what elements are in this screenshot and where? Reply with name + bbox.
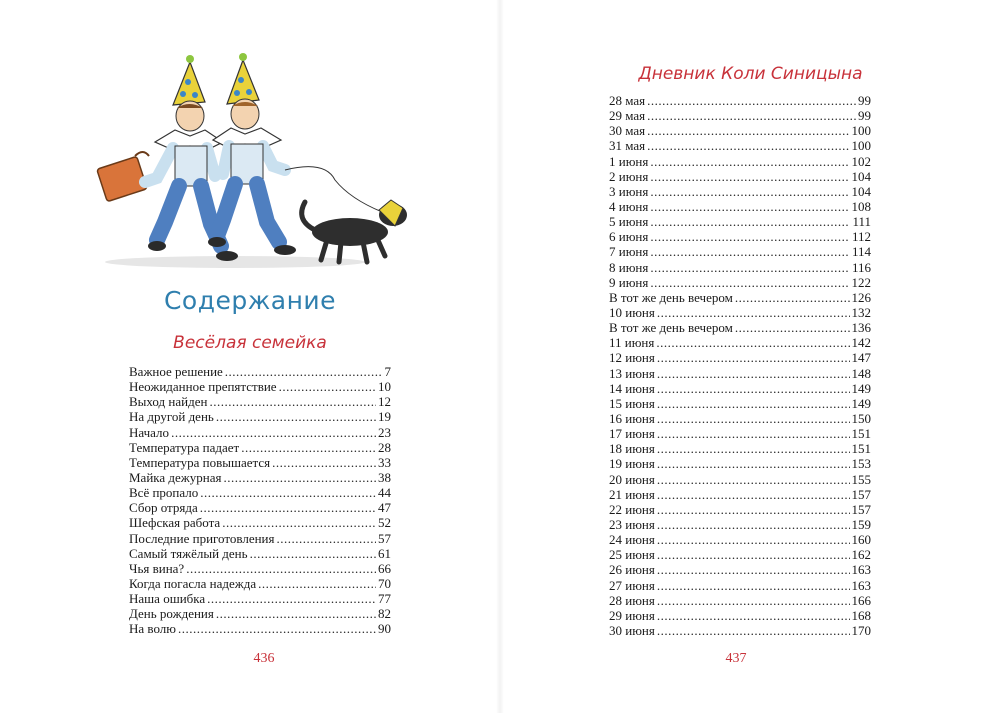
toc-entry-title: 28 мая [609,93,646,108]
toc-entry-page: 157 [851,501,871,517]
toc-entry-title: 10 июня [609,304,655,320]
toc-leader-dots [657,578,850,593]
toc-entry-title: Майка дежурная [129,469,222,485]
toc-entry [609,456,871,471]
toc-leader-dots [657,381,850,396]
toc-entry [609,108,871,123]
toc-entry-title: Начало [129,424,170,440]
toc-entry-page: 82 [378,606,391,622]
toc-leader-dots [647,123,849,138]
toc-entry [129,576,391,591]
toc-entry [129,621,391,636]
toc-leader-dots [657,366,850,381]
toc-entry [609,320,871,335]
toc-entry [609,335,871,350]
toc-entry [129,379,391,394]
toc-leader-dots [647,138,849,153]
toc-entry [609,396,871,411]
toc-entry [609,366,871,381]
toc-leader-dots [279,379,376,394]
toc-entry-page: 57 [378,530,391,546]
toc-entry [609,487,871,502]
toc-leader-dots [657,411,850,426]
toc-entry-title: 27 июня [609,577,655,593]
toc-leader-dots [657,441,850,456]
toc-entry [129,515,391,530]
toc-entry-title: В тот же день вечером [609,289,733,305]
toc-entry [609,441,871,456]
toc-leader-dots [657,426,850,441]
toc-entry [609,138,871,153]
toc-entry [609,426,871,441]
toc-entry-title: 18 июня [609,441,655,457]
toc-entry-page: 23 [378,424,391,440]
toc-leader-dots [650,199,849,214]
toc-leader-dots [650,184,849,199]
toc-entry-page: 111 [852,214,871,230]
toc-entry [129,561,391,576]
toc-entry [609,381,871,396]
toc-entry [609,517,871,532]
toc-entry [129,531,391,546]
toc-entry-title: Важное решение [129,364,223,379]
toc-leader-dots [272,455,376,470]
toc-entry [609,411,871,426]
toc-entry-page: 108 [851,198,871,214]
toc-entry-title: 19 июня [609,456,655,472]
toc-leader-dots [216,606,376,621]
toc-entry [609,593,871,608]
toc-entry [609,275,871,290]
toc-entry [609,578,871,593]
toc-leader-dots [200,500,376,515]
toc-entry-title: Выход найден [129,394,208,410]
toc-entry-title: 8 июня [609,259,649,275]
toc-leader-dots [650,260,850,275]
toc-entry-page: 168 [851,607,871,623]
toc-entry-title: 20 июня [609,471,655,487]
toc-entry-page: 149 [851,395,871,411]
toc-leader-dots [735,320,850,335]
toc-leader-dots [650,229,850,244]
toc-entry-page: 100 [851,123,871,139]
toc-entry-title: 30 июня [609,622,655,638]
toc-entry-title: 22 июня [609,501,655,517]
toc-leader-dots [647,108,856,123]
toc-entry-title: 24 июня [609,532,655,548]
toc-entry-title: 23 июня [609,516,655,532]
toc-entry [129,485,391,500]
toc-entry-page: 155 [851,471,871,487]
toc-entry-title: 9 июня [609,274,649,290]
toc-entry [609,472,871,487]
toc-leader-dots [250,546,376,561]
toc-entry-title: 7 июня [609,244,649,260]
toc-entry-page: 148 [851,365,871,381]
toc-entry-title: Всё пропало [129,485,199,501]
toc-entry-page: 132 [851,304,871,320]
toc-entry-title: Температура повышается [129,454,271,470]
toc-entry-page: 122 [851,274,871,290]
toc-entry-page: 166 [851,592,871,608]
toc-entry-page: 157 [851,486,871,502]
section-title-right: Дневник Коли Синицына [638,64,863,84]
toc-entry-page: 99 [858,108,871,124]
toc-leader-dots [657,532,850,547]
toc-entry [129,500,391,515]
toc-entry-title: 6 июня [609,229,649,245]
page-number-right: 437 [725,651,747,666]
toc-entry-page: 147 [851,350,871,366]
toc-entry-title: На волю [129,621,176,637]
toc-leader-dots [657,517,850,532]
toc-entry-page: 136 [851,320,871,336]
toc-entry-title: 11 июня [609,335,655,351]
right-page [500,0,1001,713]
toc-leader-dots [656,335,849,350]
toc-entry-page: 151 [851,426,871,442]
toc-entry [129,470,391,485]
toc-entry-page: 142 [851,335,871,351]
toc-entry [609,244,871,259]
toc-entry [609,214,871,229]
toc-entry-title: 30 мая [609,123,646,139]
toc-leader-dots [657,487,850,502]
toc-entry [609,608,871,623]
toc-entry-title: 16 июня [609,410,655,426]
toc-entry-title: Чья вина? [129,560,185,576]
toc-entry-page: 163 [851,562,871,578]
toc-entry-page: 151 [851,441,871,457]
toc-entry-title: 21 июня [609,486,655,502]
toc-list-right [609,93,871,638]
toc-entry-page: 52 [378,515,391,531]
toc-entry-title: Неожиданное препятствие [129,379,277,395]
toc-entry [129,440,391,455]
toc-entry-title: Когда погасла надежда [129,575,257,591]
toc-leader-dots [657,608,850,623]
toc-leader-dots [178,621,376,636]
toc-entry-page: 104 [851,168,871,184]
toc-leader-dots [650,154,849,169]
toc-leader-dots [657,502,850,517]
toc-entry-title: Наша ошибка [129,591,206,607]
toc-leader-dots [200,485,376,500]
toc-entry-title: Температура падает [129,439,240,455]
toc-leader-dots [735,290,850,305]
toc-entry-title: 13 июня [609,365,655,381]
toc-leader-dots [657,350,850,365]
toc-entry-title: 15 июня [609,395,655,411]
toc-entry-page: 38 [378,469,391,485]
toc-entry-page: 99 [858,93,871,108]
toc-entry [609,199,871,214]
toc-leader-dots [657,472,850,487]
toc-entry-title: 31 мая [609,138,646,154]
page-number-left: 436 [253,651,275,666]
toc-entry [129,606,391,621]
toc-entry-page: 33 [378,454,391,470]
toc-entry-title: 3 июня [609,183,649,199]
toc-leader-dots [657,396,850,411]
toc-entry [609,623,871,638]
toc-entry-title: 2 июня [609,168,649,184]
toc-entry-page: 150 [851,410,871,426]
toc-entry [129,394,391,409]
toc-entry [609,169,871,184]
toc-entry [609,229,871,244]
toc-entry-page: 100 [851,138,871,154]
toc-entry [609,123,871,138]
toc-entry [609,290,871,305]
toc-entry-page: 153 [851,456,871,472]
toc-leader-dots [225,364,383,379]
toc-leader-dots [657,305,850,320]
toc-entry-title: Сбор отряда [129,500,198,516]
toc-entry-title: Последние приготовления [129,530,275,546]
toc-entry-title: 4 июня [609,198,649,214]
toc-entry-title: 25 июня [609,547,655,563]
toc-entry [609,184,871,199]
toc-leader-dots [650,244,850,259]
toc-entry-page: 160 [851,532,871,548]
toc-entry-page: 163 [851,577,871,593]
toc-leader-dots [650,214,850,229]
left-page [0,0,500,713]
toc-leader-dots [241,440,376,455]
toc-entry [129,591,391,606]
toc-entry [129,455,391,470]
toc-entry [129,364,391,379]
toc-entry [609,532,871,547]
toc-entry-title: В тот же день вечером [609,320,733,336]
toc-entry-page: 90 [378,621,391,637]
toc-leader-dots [277,531,377,546]
toc-entry-page: 162 [851,547,871,563]
toc-entry [609,305,871,320]
toc-entry-page: 10 [378,379,391,395]
toc-leader-dots [171,425,376,440]
toc-entry [609,562,871,577]
toc-leader-dots [186,561,376,576]
toc-list-left [129,364,391,637]
toc-entry-title: 29 мая [609,108,646,124]
toc-entry [609,547,871,562]
toc-entry-page: 47 [378,500,391,516]
toc-entry-title: 5 июня [609,214,649,230]
contents-title: Содержание [163,286,337,315]
toc-entry-page: 116 [851,259,871,275]
boys-with-dog-illustration [95,50,435,275]
toc-entry [609,93,871,108]
toc-entry-title: Самый тяжёлый день [129,545,248,561]
toc-entry [129,409,391,424]
toc-entry [129,425,391,440]
toc-entry-page: 159 [851,516,871,532]
section-title-left: Весёлая семейка [173,333,327,353]
toc-entry-title: 28 июня [609,592,655,608]
toc-entry-title: 26 июня [609,562,655,578]
toc-leader-dots [647,93,856,108]
toc-entry-title: На другой день [129,409,214,425]
toc-leader-dots [224,470,377,485]
toc-leader-dots [209,394,376,409]
toc-entry [609,502,871,517]
toc-leader-dots [657,623,850,638]
toc-entry-title: День рождения [129,606,214,622]
toc-entry-page: 61 [378,545,391,561]
toc-entry-page: 12 [378,394,391,410]
toc-entry-page: 114 [851,244,871,260]
toc-entry-page: 104 [851,183,871,199]
toc-entry-page: 7 [384,364,391,379]
toc-leader-dots [657,456,850,471]
toc-entry-page: 77 [378,591,391,607]
toc-entry [609,260,871,275]
toc-leader-dots [222,515,376,530]
toc-entry-title: 17 июня [609,426,655,442]
toc-leader-dots [258,576,376,591]
toc-leader-dots [657,547,850,562]
toc-entry-page: 19 [378,409,391,425]
toc-entry-page: 102 [851,153,871,169]
toc-leader-dots [216,409,376,424]
toc-entry-page: 66 [378,560,391,576]
toc-entry-title: 12 июня [609,350,655,366]
toc-entry-title: 14 июня [609,380,655,396]
toc-entry [609,154,871,169]
toc-entry [129,546,391,561]
toc-entry-page: 170 [851,622,871,638]
toc-entry-page: 70 [378,575,391,591]
toc-entry-page: 28 [378,439,391,455]
toc-entry-title: Шефская работа [129,515,221,531]
toc-entry-title: 29 июня [609,607,655,623]
toc-leader-dots [650,275,849,290]
toc-entry-page: 112 [851,229,871,245]
toc-leader-dots [657,562,850,577]
toc-leader-dots [657,593,850,608]
toc-entry-title: 1 июня [609,153,649,169]
toc-entry-page: 149 [851,380,871,396]
toc-leader-dots [650,169,849,184]
toc-entry [609,350,871,365]
toc-entry-page: 44 [378,485,391,501]
toc-leader-dots [207,591,376,606]
toc-entry-page: 126 [851,289,871,305]
